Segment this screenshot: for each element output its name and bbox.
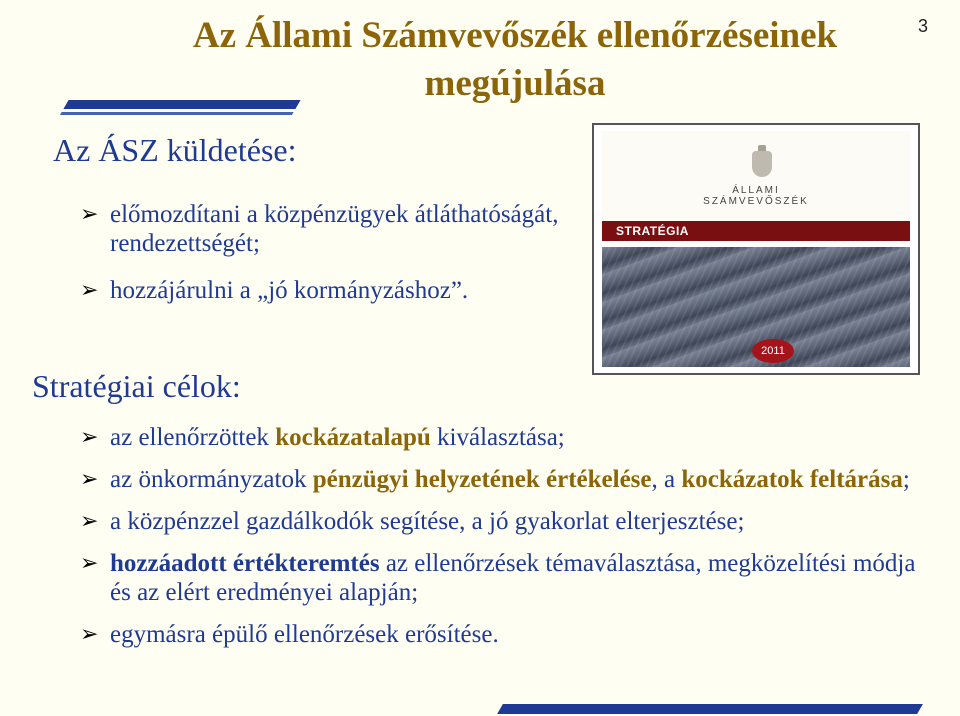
goals-list	[80, 423, 940, 662]
arrowhead-right-icon: ➢	[80, 551, 99, 576]
arrowhead-right-icon: ➢	[80, 509, 99, 534]
booklet-strategy-label: STRATÉGIA	[602, 221, 910, 241]
goal-item	[80, 423, 940, 452]
title-line-2: megújulása	[424, 63, 606, 104]
arrowhead-right-icon: ➢	[80, 202, 99, 227]
goal-text: az önkormányzatok	[110, 466, 313, 493]
goal-text: kiválasztása;	[430, 424, 565, 451]
title-line-1: Az Állami Számvevőszék ellenőrzéseinek	[192, 15, 838, 56]
arrowhead-right-icon: ➢	[80, 622, 99, 647]
goal-emphasis: hozzáadott értékteremtés	[110, 550, 380, 577]
goal-emphasis: kockázatalapú	[275, 424, 431, 451]
goal-text: ;	[902, 466, 910, 493]
goal-emphasis: kockázatok feltárása	[681, 466, 903, 493]
arrowhead-right-icon: ➢	[80, 278, 99, 303]
goal-item	[80, 549, 940, 607]
mission-heading: Az ÁSZ küldetése:	[53, 132, 297, 168]
goal-text: az ellenőrzések témaválasztása, megközelítési módja és az elért eredményei alapján;	[110, 550, 916, 606]
arrowhead-right-icon: ➢	[80, 425, 99, 450]
goal-item	[80, 507, 940, 536]
arrowhead-right-icon: ➢	[80, 467, 99, 492]
goals-heading: Stratégiai célok:	[32, 368, 241, 404]
mission-item	[80, 200, 600, 258]
goal-item	[80, 620, 940, 649]
decorative-bar-bottom	[497, 704, 923, 714]
goal-text: a közpénzzel gazdálkodók segítése, a jó gyakorlat elterjesztése;	[110, 508, 745, 535]
mission-item-text: előmozdítani a közpénzügyek átláthatóságát, rendezettségét;	[110, 201, 559, 257]
booklet-year-badge: 2011	[752, 339, 794, 363]
mission-item	[80, 276, 600, 305]
booklet-org-line-2: SZÁMVEVŐSZÉK	[703, 196, 809, 207]
coat-of-arms-icon	[752, 151, 772, 177]
decorative-bar-top	[63, 100, 300, 109]
booklet-org-name	[602, 185, 910, 207]
goal-text: , a	[651, 466, 682, 493]
mission-list	[80, 200, 600, 318]
goal-emphasis: pénzügyi helyzetének értékelése	[312, 466, 652, 493]
goal-text: egymásra épülő ellenőrzések erősítése.	[110, 621, 499, 648]
slide-title	[100, 12, 930, 108]
goal-text: az ellenőrzöttek	[110, 424, 276, 451]
mission-item-text: hozzájárulni a „jó kormányzáshoz”.	[110, 277, 469, 304]
booklet-org-line-1: ÁLLAMI	[732, 185, 780, 196]
booklet-cover-art	[602, 247, 910, 367]
strategy-booklet-image	[592, 123, 920, 375]
goal-item	[80, 465, 940, 494]
page-number: 3	[918, 16, 929, 36]
